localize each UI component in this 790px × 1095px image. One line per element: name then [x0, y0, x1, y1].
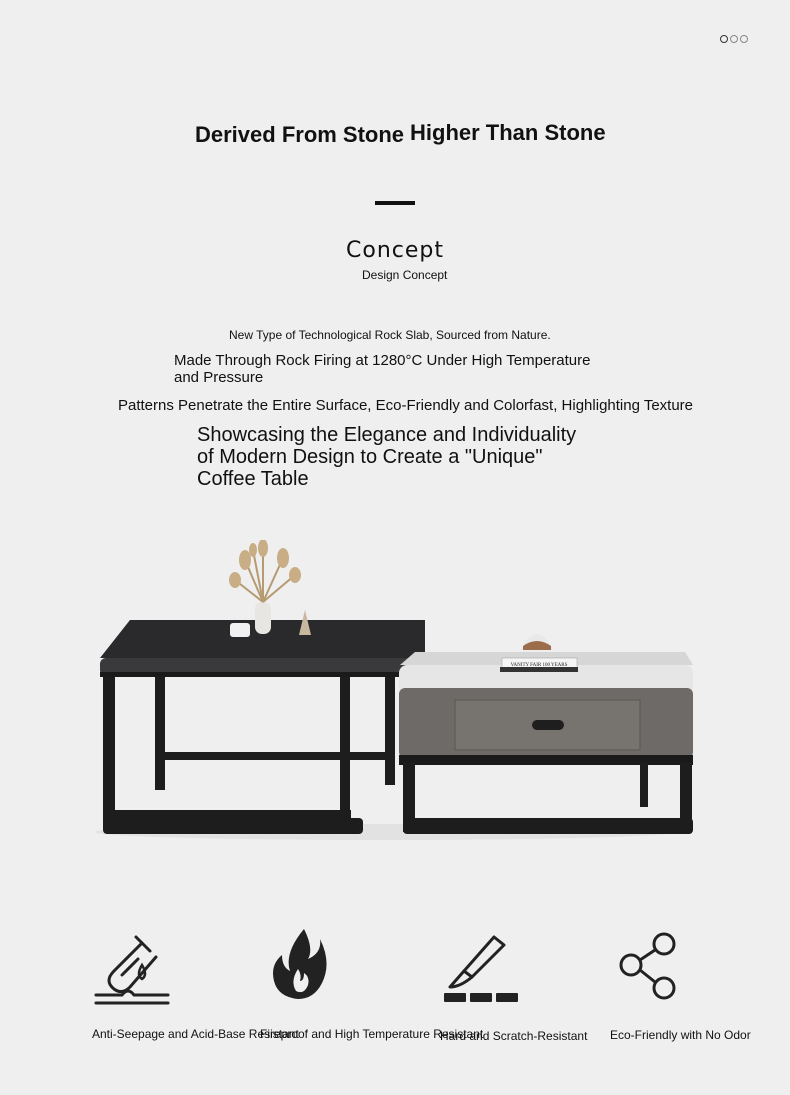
share-icon	[618, 931, 680, 1006]
carousel-dot[interactable]	[740, 35, 748, 43]
description-line-4: Showcasing the Elegance and Individuality of Modern Design to Create a "Unique" Coffee Table	[197, 424, 577, 490]
section-subtitle: Design Concept	[362, 268, 448, 282]
headline-left: Derived From Stone	[195, 122, 405, 147]
description-line-2: Made Through Rock Firing at 1280°C Under High Temperature and Pressure	[174, 352, 591, 386]
feature-label: Eco-Friendly with No Odor	[610, 1028, 751, 1042]
feature-label: Anti-Seepage and Acid-Base Resistant	[92, 1027, 299, 1041]
carousel-dot[interactable]	[730, 35, 738, 43]
feature-label: Hard and Scratch-Resistant	[440, 1029, 588, 1043]
description-line-1: New Type of Technological Rock Slab, Sourced from Nature.	[229, 328, 551, 342]
section-title: Concept	[346, 238, 444, 263]
test-tube-drop-icon	[92, 925, 172, 1010]
carousel-dot-active[interactable]	[720, 35, 728, 43]
features-row	[0, 925, 790, 1065]
headline-right: Higher Than Stone	[410, 120, 606, 145]
book-label: VANITY FAIR 100 YEARS	[510, 663, 568, 668]
coffee-table-photo	[85, 540, 705, 840]
carousel-dots	[720, 35, 748, 43]
description-line-3: Patterns Penetrate the Entire Surface, Eco-Friendly and Colorfast, Highlighting Texture	[118, 397, 694, 414]
flame-icon	[268, 925, 330, 1010]
scalpel-icon	[442, 925, 522, 1010]
feature-label: Fireproof and High Temperature Resistant	[260, 1027, 484, 1041]
divider	[375, 201, 415, 205]
